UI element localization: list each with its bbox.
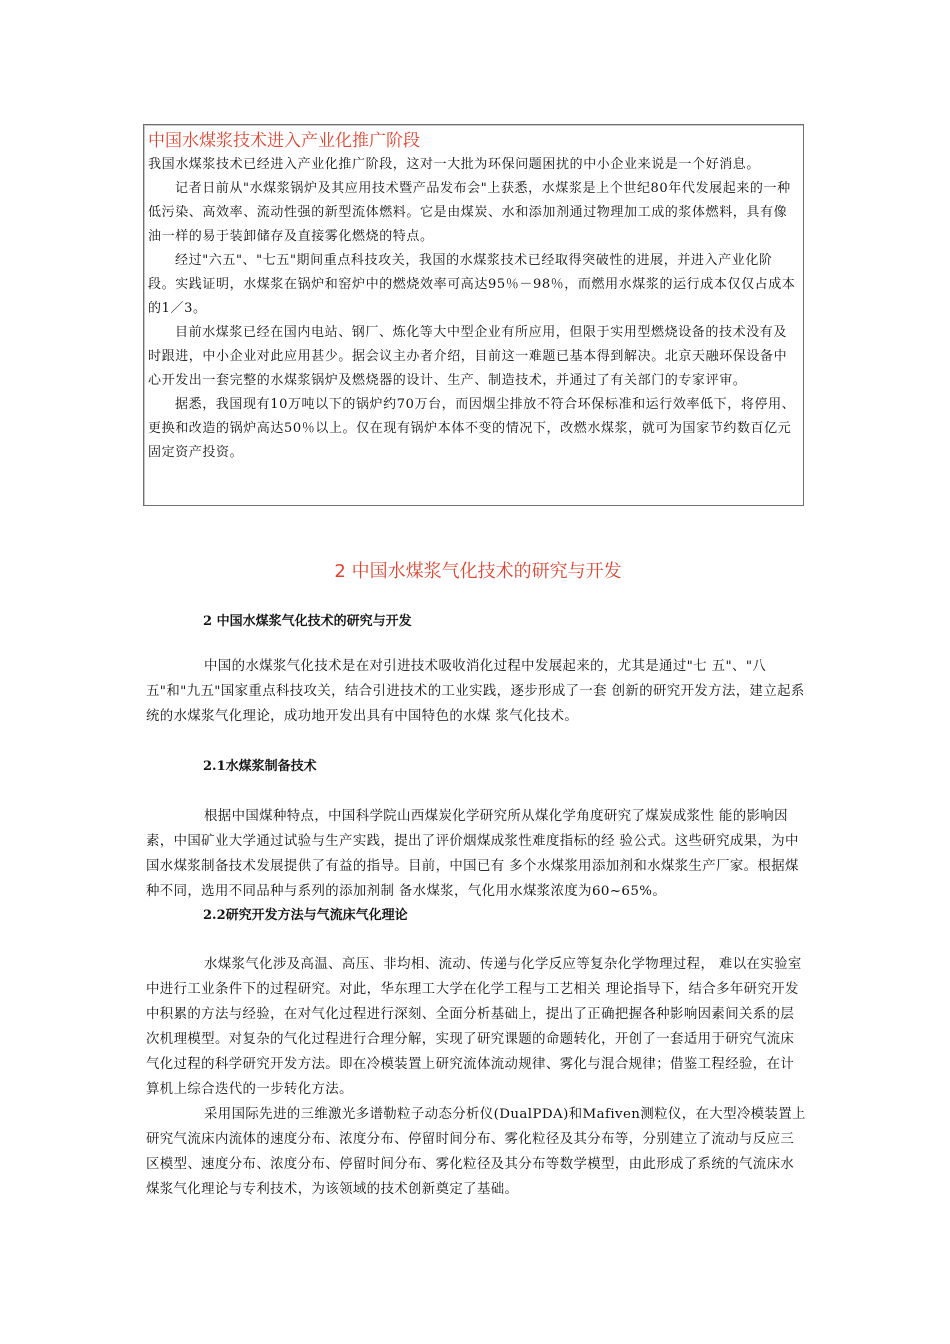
- subsection-2-1-paragraph: 根据中国煤种特点，中国科学院山西煤炭化学研究所从煤化学角度研究了煤炭成浆性 能的影响因素，中国矿业大学通过试验与生产实践，提出了评价烟煤成浆性难度指标的经 验公式。这些研究成果，为中国水煤浆制备技术发展提供了有益的指导。目前，中国已有 多个水煤浆用添加剂和水煤浆生产厂家。根据煤种不同，选用不同品种与系列的添加剂制 备水煤浆，气化用水煤浆浓度为60~65%。: [146, 809, 799, 899]
- section-subheading: 2 中国水煤浆气化技术的研究与开发: [203, 614, 412, 629]
- intro-paragraph: 中国的水煤浆气化技术是在对引进技术吸收消化过程中发展起来的，尤其是通过"七 五"、"八五"和"九五"国家重点科技攻关，结合引进技术的工业实践，逐步形成了一套 创新的研究开发方法，建立起系统的水煤浆气化理论，成功地开发出具有中国特色的水煤 浆气化技术。: [146, 659, 805, 724]
- news-paragraph-4: 目前水煤浆已经在国内电站、钢厂、炼化等大中型企业有所应用，但限于实用型燃烧设备的技术没有及时跟进，中小企业对此应用甚少。据会议主办者介绍，目前这一难题已基本得到解决。北京天融环保设备中心开发出一套完整的水煤浆锅炉及燃烧器的设计、生产、制造技术，并通过了有关部门的专家评审。: [148, 325, 788, 388]
- news-paragraph-3: 经过"六五"、"七五"期间重点科技攻关，我国的水煤浆技术已经取得突破性的进展，并进入产业化阶段。实践证明，水煤浆在锅炉和窑炉中的燃烧效率可高达95％－98％，而燃用水煤浆的运行成本仅仅占成本的1／3。: [148, 253, 796, 316]
- news-box: [143, 124, 804, 506]
- subsection-2-2-title: 2.2研究开发方法与气流床气化理论: [203, 908, 408, 923]
- section-heading: 2 中国水煤浆气化技术的研究与开发: [334, 561, 622, 582]
- subsection-2-2-paragraph-1: 水煤浆气化涉及高温、高压、非均相、流动、传递与化学反应等复杂化学物理过程， 难以在实验室中进行工业条件下的过程研究。对此，华东理工大学在化学工程与工艺相关 理论指导下，结合多年研究开发中积累的方法与经验，在对气化过程进行深刻、全面分析基础上，提出了正确把握各种影响因素间关系的层次机理模型。对复杂的气化过程进行合理分解，实现了研究课题的命题转化，开创了一套适用于研究气流床气化过程的科学研究开发方法。即在冷模装置上研究流体流动规律、雾化与混合规律；借鉴工程经验，在计算机上综合迭代的一步转化方法。: [146, 957, 802, 1097]
- news-paragraph-5: 据悉，我国现有10万吨以下的锅炉约70万台，而因烟尘排放不符合环保标准和运行效率低下，将停用、更换和改造的锅炉高达50％以上。仅在现有锅炉本体不变的情况下，改燃水煤浆，就可为国家节约数百亿元固定资产投资。: [148, 397, 796, 460]
- news-box-title: 中国水煤浆技术进入产业化推广阶段: [148, 131, 420, 151]
- news-paragraph-2: 记者日前从"水煤浆锅炉及其应用技术暨产品发布会"上获悉，水煤浆是上个世纪80年代发展起来的一种低污染、高效率、流动性强的新型流体燃料。它是由煤炭、水和添加剂通过物理加工成的浆体燃料，具有像油一样的易于装卸储存及直接雾化燃烧的特点。: [148, 181, 791, 244]
- main-article: [146, 610, 806, 1202]
- subsection-2-1-title: 2.1水煤浆制备技术: [203, 759, 317, 774]
- news-paragraph-1: 我国水煤浆技术已经进入产业化推广阶段，这对一大批为环保问题困扰的中小企业来说是一个好消息。: [148, 157, 761, 172]
- subsection-2-2-paragraph-2: 采用国际先进的三维激光多谱勒粒子动态分析仪(DualPDA)和Mafiven测粒仪，在大型冷模装置上研究气流床内流体的速度分布、浓度分布、停留时间分布、雾化粒径及其分布等，分别建立了流动与反应三区模型、速度分布、浓度分布、停留时间分布、雾化粒径及其分布等数学模型，由此形成了系统的气流床水煤浆气化理论与专利技术，为该领域的技术创新奠定了基础。: [146, 1107, 806, 1197]
